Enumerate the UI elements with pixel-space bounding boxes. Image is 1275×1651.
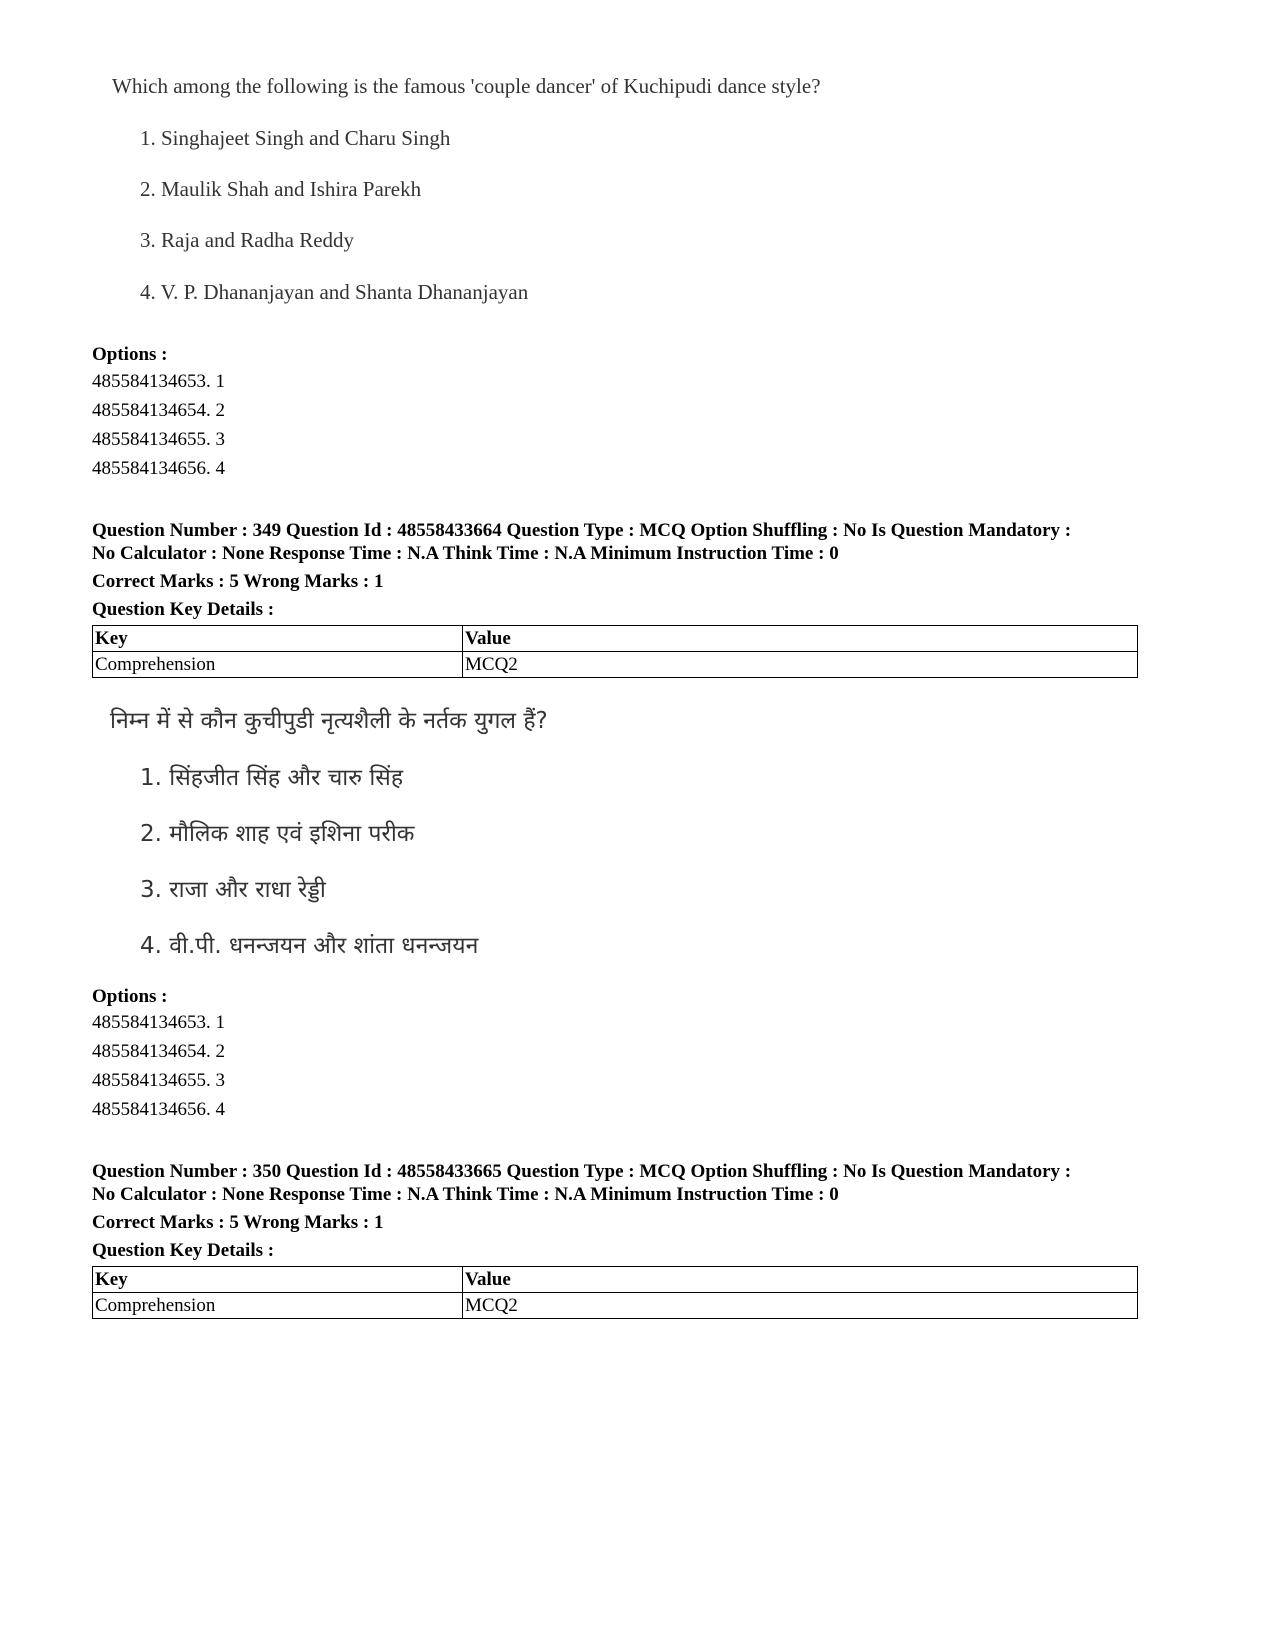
key-value-table <box>92 1266 1138 1319</box>
options-label: Options : <box>92 986 168 1007</box>
option-item: 485584134653. 1 <box>92 1012 225 1033</box>
table-header-row <box>93 626 1138 652</box>
table-header-row <box>93 1267 1138 1293</box>
option-item: 485584134656. 4 <box>92 458 225 479</box>
option-item: 485584134654. 2 <box>92 400 225 421</box>
table-cell-value: MCQ2 <box>463 1293 1138 1319</box>
options-list <box>92 1008 225 1124</box>
question-meta-line1: Question Number : 349 Question Id : 48558433664 Question Type : MCQ Option Shuffling : No Is Question Mandatory : <box>92 520 1072 541</box>
key-details-label: Question Key Details : <box>92 1240 275 1261</box>
choice-hi-4: 4. वी.पी. धनन्जयन और शांता धनन्जयन <box>140 933 479 959</box>
options-list <box>92 367 225 483</box>
question-text-en: Which among the following is the famous 'couple dancer' of Kuchipudi dance style? <box>112 74 821 98</box>
option-item: 485584134655. 3 <box>92 1070 225 1091</box>
table-cell-key: Comprehension <box>93 1293 463 1319</box>
option-item: 485584134653. 1 <box>92 371 225 392</box>
table-row <box>93 1293 1138 1319</box>
question-meta-line2: No Calculator : None Response Time : N.A Think Time : N.A Minimum Instruction Time : 0 <box>92 543 839 564</box>
question-meta-line1: Question Number : 350 Question Id : 48558433665 Question Type : MCQ Option Shuffling : No Is Question Mandatory : <box>92 1161 1072 1182</box>
table-header-key: Key <box>93 626 463 652</box>
option-item: 485584134654. 2 <box>92 1041 225 1062</box>
choice-hi-1: 1. सिंहजीत सिंह और चारु सिंह <box>140 765 404 791</box>
table-cell-key: Comprehension <box>93 652 463 678</box>
key-value-table <box>92 625 1138 678</box>
choice-hi-3: 3. राजा और राधा रेड्डी <box>140 877 326 903</box>
option-item: 485584134656. 4 <box>92 1099 225 1120</box>
option-item: 485584134655. 3 <box>92 429 225 450</box>
table-header-value: Value <box>463 1267 1138 1293</box>
choice-en-4: 4. V. P. Dhananjayan and Shanta Dhananjayan <box>140 280 529 304</box>
question-text-hi: निम्न में से कौन कुचीपुडी नृत्यशैली के नर्तक युगल हैं? <box>110 708 548 734</box>
choice-en-2: 2. Maulik Shah and Ishira Parekh <box>140 177 422 201</box>
table-row <box>93 652 1138 678</box>
marks-line: Correct Marks : 5 Wrong Marks : 1 <box>92 1212 384 1233</box>
table-header-value: Value <box>463 626 1138 652</box>
options-label: Options : <box>92 344 168 365</box>
choice-en-1: 1. Singhajeet Singh and Charu Singh <box>140 126 451 150</box>
marks-line: Correct Marks : 5 Wrong Marks : 1 <box>92 571 384 592</box>
choice-hi-2: 2. मौलिक शाह एवं इशिना परीक <box>140 821 415 847</box>
table-cell-value: MCQ2 <box>463 652 1138 678</box>
table-header-key: Key <box>93 1267 463 1293</box>
question-meta-line2: No Calculator : None Response Time : N.A Think Time : N.A Minimum Instruction Time : 0 <box>92 1184 839 1205</box>
key-details-label: Question Key Details : <box>92 599 275 620</box>
choice-en-3: 3. Raja and Radha Reddy <box>140 228 355 252</box>
